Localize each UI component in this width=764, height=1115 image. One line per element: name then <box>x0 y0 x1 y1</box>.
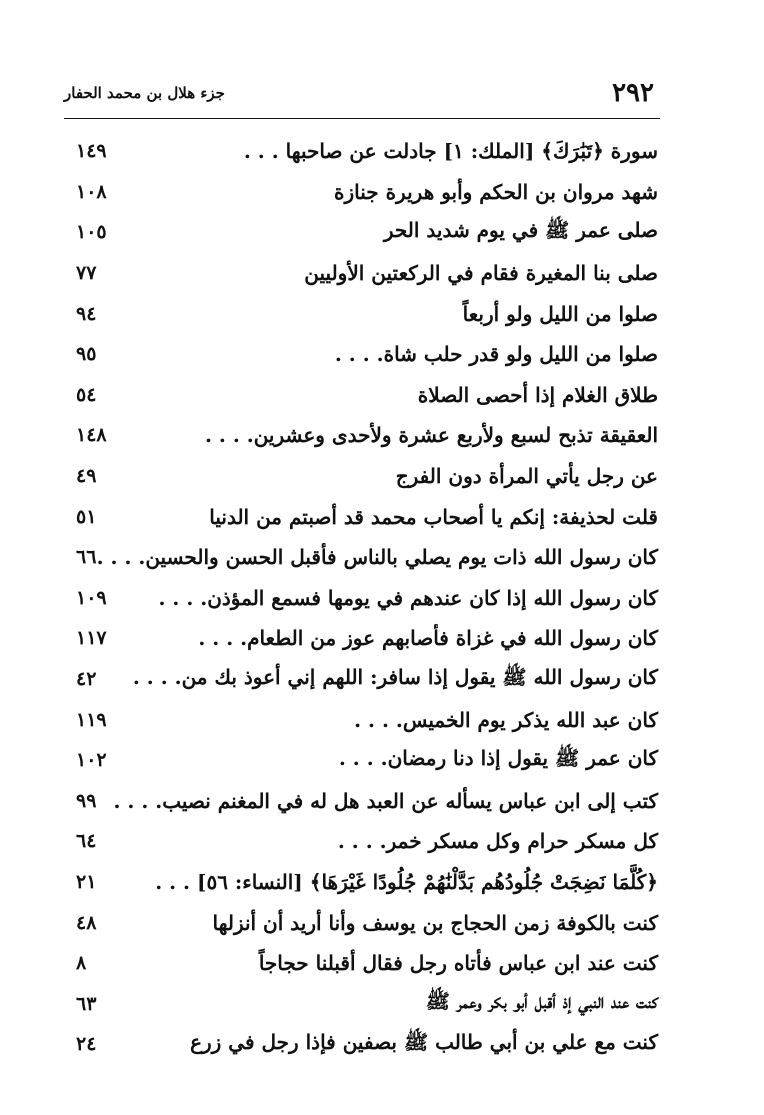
entry-page-number: ٢٤ <box>76 1033 97 1056</box>
entry-page-number: ١٤٨ <box>76 424 107 447</box>
entry-page-number: ١٠٢ <box>76 749 107 772</box>
index-entry <box>64 293 660 334</box>
entry-text: كان عمر ﷺ يقول إذا دنا رمضان. . . . <box>338 745 658 770</box>
entry-text: صلى بنا المغيرة فقام في الركعتين الأوليين <box>304 261 658 286</box>
index-entry <box>64 659 660 700</box>
index-entry <box>64 375 660 416</box>
entry-text: كان رسول الله إذا كان عندهم في يومها فسمع المؤذن. . . . <box>158 585 658 610</box>
entry-page-number: ٦٣ <box>76 992 97 1015</box>
entry-text: صلوا من الليل ولو أربعاً <box>462 301 658 326</box>
entry-text: قلت لحذيفة: إنكم يا أصحاب محمد قد أصبتم من الدنيا <box>209 504 658 529</box>
index-entry <box>64 253 660 294</box>
index-entry <box>64 902 660 943</box>
entry-text: صلى عمر ﷺ في يوم شديد الحر <box>383 217 658 242</box>
entry-page-number: ٦٦ <box>76 546 97 569</box>
entry-page-number: ٢١ <box>76 870 97 893</box>
index-entry <box>64 456 660 497</box>
index-list <box>64 131 660 1065</box>
entry-page-number: ٧٧ <box>76 262 97 285</box>
entry-text: كنت بالكوفة زمن الحجاج بن يوسف وأنا أريد أن أنزلها <box>212 910 658 935</box>
entry-page-number: ١١٧ <box>76 627 107 650</box>
entry-text: العقيقة تذبح لسبع ولأربع عشرة ولأحدى وعشرين. . . . <box>204 423 658 448</box>
entry-page-number: ٥٤ <box>76 383 97 406</box>
entry-page-number: ١٤٩ <box>76 140 107 163</box>
entry-text: كان رسول الله في غزاة فأصابهم عوز من الطعام. . . . <box>198 626 658 651</box>
entry-page-number: ١٠٩ <box>76 586 107 609</box>
book-page <box>64 70 660 1060</box>
entry-text: عن رجل يأتي المرأة دون الفرج <box>395 464 658 489</box>
index-entry <box>64 537 660 578</box>
entry-text: كان رسول الله ﷺ يقول إذا سافر: اللهم إني أعوذ بك من. . . . <box>132 664 658 689</box>
index-entry <box>64 212 660 253</box>
index-entry <box>64 821 660 862</box>
index-entry <box>64 983 660 1024</box>
index-entry <box>64 862 660 903</box>
entry-page-number: ٩٩ <box>76 789 97 812</box>
entry-text: كل مسكر حرام وكل مسكر خمر. . . . <box>337 829 658 854</box>
index-entry <box>64 415 660 456</box>
entry-text: صلوا من الليل ولو قدر حلب شاة. . . . <box>334 342 658 367</box>
running-header <box>64 70 660 119</box>
entry-page-number: ٨ <box>76 952 87 975</box>
page-number: ٢٩٢ <box>612 78 654 108</box>
index-entry <box>64 699 660 740</box>
entry-page-number: ٤٨ <box>76 911 97 934</box>
entry-page-number: ٩٤ <box>76 302 97 325</box>
index-entry <box>64 578 660 619</box>
index-entry <box>64 131 660 172</box>
index-entry <box>64 740 660 781</box>
entry-text: كتب إلى ابن عباس يسأله عن العبد هل له في المغنم نصيب. . . . <box>113 788 658 813</box>
entry-text: كان عبد الله يذكر يوم الخميس. . . . <box>354 707 658 732</box>
entry-page-number: ١١٩ <box>76 708 107 731</box>
index-entry <box>64 172 660 213</box>
entry-page-number: ٤٢ <box>76 668 97 691</box>
index-entry <box>64 496 660 537</box>
index-entry <box>64 1024 660 1065</box>
entry-page-number: ١٠٥ <box>76 221 107 244</box>
entry-text: سورة ﴿تَبَٰرَكَ﴾ [الملك: ١] جادلت عن صاحبها . . . <box>243 139 658 164</box>
index-entry <box>64 781 660 822</box>
entry-text: كان رسول الله ذات يوم يصلي بالناس فأقبل الحسن والحسين. . . . <box>96 545 658 570</box>
index-entry <box>64 334 660 375</box>
entry-page-number: ٩٥ <box>76 343 97 366</box>
entry-text: كنت عند النبي إذ أقبل أبو بكر وعمر ﷺ <box>425 989 658 1014</box>
book-title: جزء هلال بن محمد الحفار <box>64 84 225 102</box>
index-entry <box>64 618 660 659</box>
entry-page-number: ٤٩ <box>76 465 97 488</box>
entry-text: طلاق الغلام إذا أحصى الصلاة <box>417 382 658 407</box>
index-entry <box>64 943 660 984</box>
entry-text: كنت عند ابن عباس فأتاه رجل فقال أقبلنا حجاجاً <box>258 951 658 976</box>
entry-text: ﴿كُلَّمَا نَضِجَتْ جُلُودُهُم بَدَّلْنَٰهُمْ جُلُودًا غَيْرَهَا﴾ [النساء: ٥٦] . . . <box>155 869 658 894</box>
entry-text: شهد مروان بن الحكم وأبو هريرة جنازة <box>333 179 658 204</box>
entry-text: كنت مع علي بن أبي طالب ﷺ بصفين فإذا رجل في زرع <box>190 1029 658 1054</box>
entry-page-number: ٥١ <box>76 505 97 528</box>
entry-page-number: ٦٤ <box>76 830 97 853</box>
entry-page-number: ١٠٨ <box>76 180 107 203</box>
